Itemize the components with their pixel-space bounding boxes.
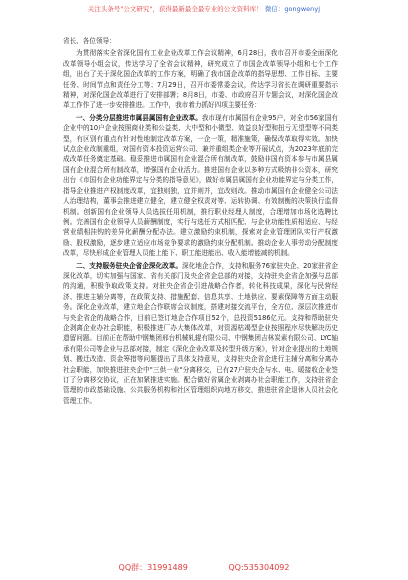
paragraph-intro: [63, 48, 338, 110]
salutation: 省长、各位领导：: [63, 37, 116, 45]
paragraph-section-1: [63, 113, 338, 259]
footer-qq-number: QQ:535304092: [228, 563, 290, 572]
footer-qq-group: QQ群：31991489: [118, 563, 188, 572]
paragraph-body: 我市现有市属国有企业95户，对全市56家国有企业中的10户企业按照商业类和公益类、大中型和小微型、效益良好型和扭亏无望型等不同类型，有区别有重点有针对性地制定改革方案，一企一策，精准施策，确保改革取得实效。加快试点企业改制重组，对国有资本投资运营公司、兼并重组类企业等开展试点，为2023年底前完成改革任务奠定基础。稳妥推进市属国有企业混合所有制改革，鼓励非国有资本参与市属县属国有企业混合所有制改革，增强国有企业活力。推进国有企业以多种方式吸纳非公资本，研究出台《市国有企业功能界定与分类的指导意见》，做好市属县属国有企业功能界定与分类工作，指导企业推进产权制度改革，宜独则独，宜并则并，宜改则改。推动市属国有企业健全公司法人治理结构，董事会推进建立健全，建立健全权责对等、运转协调、有效制衡的决策执行监督机制。创新国有企业领导人员选拔任用机制，推行职业经理人制度，合理增加市场化选聘比例。完善国有企业领导人员薪酬制度，实行与选任方式相匹配、与企业功能性质相适应、与经营业绩相挂钩的差异化薪酬分配办法。建立激励约束机制，探索对企业管理团队实行产权激励、股权激励，逐步建立适应市场竞争要求的激励约束分配机制。推动企业人事劳动分配制度改革，尽快形成企业管理人员能上能下、职工能进能出、收入能增能减的机制。: [63, 113, 338, 258]
banner-promo-text: 关注头条号"公文研究"，获得最新最全最专业的公文资料库！: [87, 5, 263, 13]
section-heading: 一、分类分层推进市属县属国有企业改革。: [76, 113, 202, 122]
document-body: [63, 36, 338, 406]
paragraph-body: 深化地企合作，支持和服务76家驻央企、20家驻省企深化改革，切实加强与国家、省有关部门及央企省企总部的对接，支持驻央企省企加强与总部的沟通，积极争取政策支持。对驻央企省企引进战略合作者，转化科技成果，深化与民营经济、推进主辅分离等，在政策支持、措施配套、信息共享、土地供应、要素保障等方面主动服务。深化企业改革，建立地企合作联席会议制度，搭建对接交流平台，全方位、深层次推进市与央企省企的战略合作，目前已签订地企合作项目52个，总投资5186亿元。支持和帮助驻央企剥离企业办社会职能，积极推进厂办大集体改革，对资源枯竭型企业按照程序尽快解决历史遗留问题。目前正在帮助中钢集团邢台机械轧辊有限公司、中钢集团吉林炭素有限公司、LYC轴承有限公司等企业与总部对接，制定《深化企业改革及转型升级方案》，针对企业提出的土地规划、搬迁改造、资金筹措等问题提出了具体支持意见，支持驻央企省企进行主辅分离和分离办社会职能，加快推进驻央企中"三供一业"分离移交，已有27户驻央企与水、电、暖接收企业签订了分离移交协议，正在加紧推进实施。配合做好省属企业剥离办社会职能工作，支持驻省企管理的市政基础设施、公共服务机构和社区管理组织向地方移交，推进驻省企退休人员社会化管理工作。: [63, 261, 339, 405]
section-heading: 二、支持服务驻央企省企深化改革。: [76, 261, 183, 270]
paragraph-section-2: [63, 261, 338, 407]
banner-wechat-id: 微信：gongwenyj: [264, 5, 321, 13]
footer-contact: [0, 562, 408, 573]
header-banner: [0, 4, 408, 13]
paragraph-body: 为贯彻落实全省深化国有工业企业改革工作会议精神，6月28日，我市召开市委全面深化改革领导小组会议，传达学习了全省会议精神，研究成立了市国企改革领导小组和七个工作组，出台了关于深化国企改革的工作方案，明确了我市国企改革的指导思想、工作目标、主要任务、时间节点和责任分工等；7月29日，召开市委常委会议，传达学习省长在调研重要指示精神，对深化国企改革进行了安排部署；8月8日，市委、市政府召开专题会议，对深化国企改革工作作了进一步安排推进。工作中，我市着力抓好四项主要任务：: [63, 49, 338, 110]
